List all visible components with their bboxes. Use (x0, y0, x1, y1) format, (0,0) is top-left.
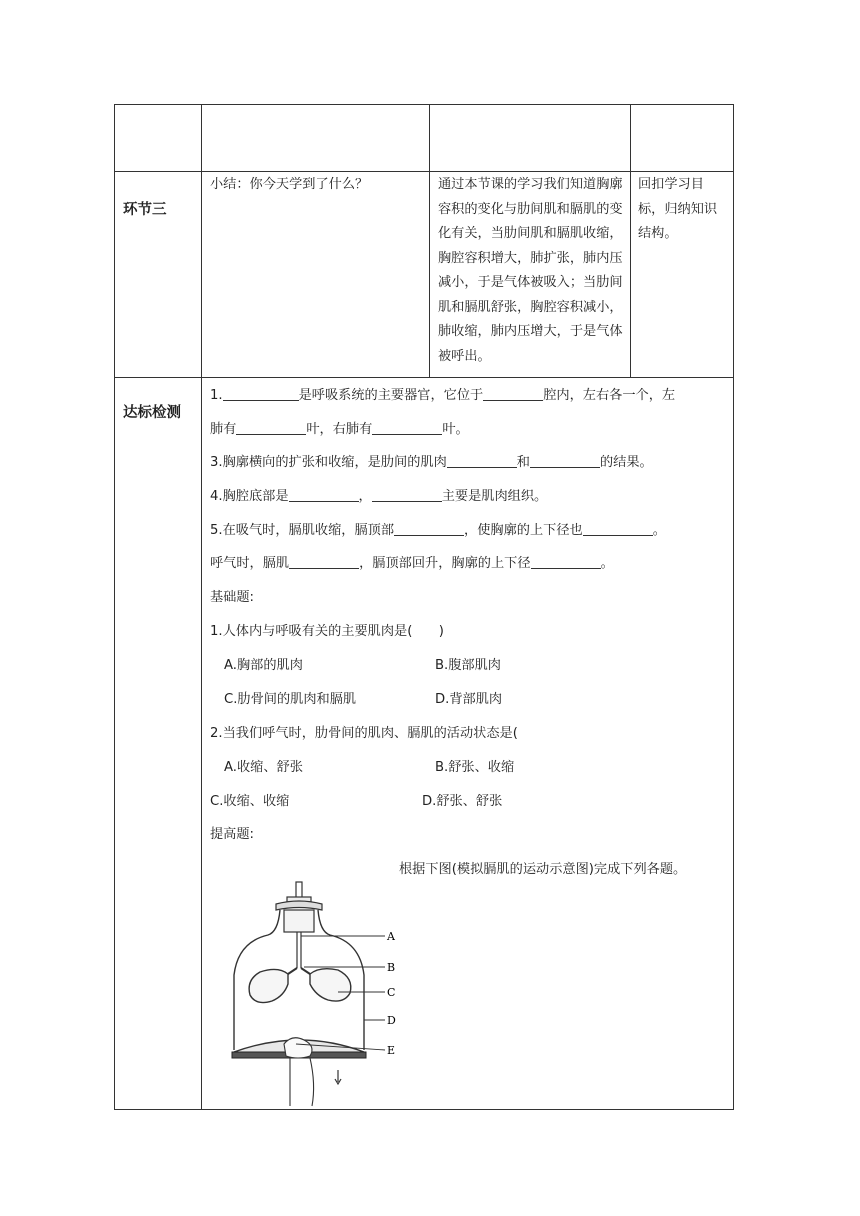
answer-blank[interactable] (372, 420, 442, 435)
question-1: 1. 是呼吸系统的主要器官，它位于 腔内，左右各一个，左 (210, 388, 676, 403)
answer-blank[interactable] (483, 386, 543, 401)
column-divider (630, 104, 631, 377)
option-a: A.胸部的肌肉 (224, 658, 303, 673)
column-divider (201, 104, 202, 1110)
section-label: 达标检测 (123, 405, 181, 421)
design-intent: 回扣学习目标，归纳知识结构。 (638, 177, 718, 241)
question-5-cont: 呼气时，膈肌 ，膈顶部回升，胸廓的上下径 。 (210, 556, 614, 571)
answer-blank[interactable] (223, 386, 299, 401)
answer-blank[interactable] (372, 487, 442, 502)
student-activity: 通过本节课的学习我们知道胸廓容积的变化与肋间肌和膈肌的变化有关，当肋间肌和膈肌收缩，胸腔容积增大，肺扩张，肺内压减小，于是气体被吸入；当肋间肌和膈肌舒张，胸腔容积减小，肺收缩，肺内压增大，于是气体被呼出。 (438, 177, 623, 364)
question-4: 4.胸腔底部是 ， 主要是肌肉组织。 (210, 489, 548, 504)
figure-label-b: B (387, 961, 396, 974)
column-divider (429, 104, 430, 377)
figure-label-a: A (387, 930, 395, 943)
answer-blank[interactable] (531, 554, 601, 569)
option-b: B.腹部肌肉 (435, 658, 501, 673)
row-divider (114, 377, 734, 378)
advanced-question-text: 根据下图(模拟膈肌的运动示意图)完成下列各题。 (399, 862, 687, 877)
question-1-cont: 肺有 叶，右肺有 叶。 (210, 422, 469, 437)
basic-section-title: 基础题: (210, 590, 255, 605)
question-5: 5.在吸气时，膈肌收缩，膈顶部 ，使胸廓的上下径也 。 (210, 523, 666, 538)
question-3: 3.胸廓横向的扩张和收缩，是肋间的肌肉 和 的结果。 (210, 455, 653, 470)
option-b: B.舒张、收缩 (435, 760, 515, 775)
bell-jar-diagram (220, 880, 420, 1110)
option-a: A.收缩、舒张 (224, 760, 303, 775)
basic-question-2: 2.当我们呼气时，肋骨间的肌肉、膈肌的活动状态是( (210, 726, 518, 741)
answer-blank[interactable] (289, 554, 359, 569)
figure-label-c: C (387, 986, 396, 999)
answer-blank[interactable] (447, 453, 517, 468)
answer-blank[interactable] (530, 453, 600, 468)
advanced-section-title: 提高题: (210, 827, 255, 842)
section-label: 环节三 (123, 202, 167, 218)
teacher-activity: 小结：你今天学到了什么？ (210, 177, 369, 192)
basic-question-1: 1.人体内与呼吸有关的主要肌肉是( ) (210, 624, 444, 639)
figure-label-e: E (387, 1044, 396, 1057)
option-d: D.背部肌肉 (435, 692, 503, 707)
option-d: D.舒张、舒张 (422, 794, 503, 809)
answer-blank[interactable] (289, 487, 359, 502)
answer-blank[interactable] (394, 521, 464, 536)
lesson-table (114, 104, 734, 1110)
answer-blank[interactable] (583, 521, 653, 536)
answer-blank[interactable] (236, 420, 306, 435)
figure-label-d: D (387, 1014, 396, 1027)
row-divider (114, 171, 734, 172)
option-c: C.收缩、收缩 (210, 794, 290, 809)
option-c: C.肋骨间的肌肉和膈肌 (224, 692, 357, 707)
